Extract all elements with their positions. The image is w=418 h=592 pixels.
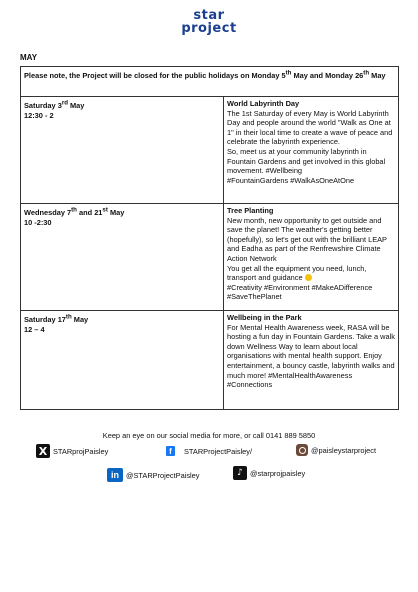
tiktok-link[interactable] xyxy=(233,466,305,480)
star-project-logo xyxy=(0,10,418,35)
facebook-link[interactable] xyxy=(166,446,252,456)
x-link[interactable] xyxy=(36,444,108,458)
event-when xyxy=(21,97,224,204)
linkedin-icon: in xyxy=(107,468,123,482)
instagram-handle: @paisleystarproject xyxy=(311,445,377,455)
event-row xyxy=(21,97,399,204)
month-heading: MAY xyxy=(20,53,38,62)
linkedin-link[interactable] xyxy=(107,468,200,482)
notice-row xyxy=(21,67,399,97)
event-date-time: Saturday 3rd May 12:30 - 2 xyxy=(24,100,85,121)
event-detail xyxy=(224,311,399,410)
event-when xyxy=(21,204,224,311)
event-row xyxy=(21,204,399,311)
event-hashtags: #Creativity #Environment #MakeADifference #SaveThePlanet xyxy=(227,282,373,302)
event-detail xyxy=(224,204,399,311)
logo-line-1: star xyxy=(193,8,225,23)
schedule-table xyxy=(20,66,399,410)
event-date-time: Saturday 17th May 12 – 4 xyxy=(24,314,89,335)
facebook-handle: STARProjectPaisley/ xyxy=(184,446,253,456)
instagram-link[interactable] xyxy=(296,444,376,456)
event-title: World Labyrinth Day xyxy=(227,99,300,108)
smile-emoji-icon xyxy=(305,274,312,281)
event-when xyxy=(21,311,224,410)
x-handle: STARprojPaisley xyxy=(53,446,109,456)
event-date-time: Wednesday 7th and 21st May 10 -2:30 xyxy=(24,207,125,228)
linkedin-handle: @STARProjectPaisley xyxy=(126,470,200,480)
contact-line: Keep an eye on our social media for more, or call 0141 889 5850 xyxy=(102,431,316,440)
logo-line-2: project xyxy=(181,21,237,36)
facebook-icon: f xyxy=(166,446,175,456)
event-title: Tree Planting xyxy=(227,206,274,215)
event-description: New month, new opportunity to get outside and save the planet! The weather's getting better (hopefully), so let's get out with the brilliant LEAP and Eadha as part of the Renfrewshire Climate Action Network You get all the equipment you need, lunch, transport and guidance xyxy=(227,215,387,283)
instagram-icon xyxy=(296,444,308,456)
event-description: For Mental Health Awareness week, RASA will be hosting a fun day in Fountain Gardens. Take a walk down Wellness Way to learn about local organisations with mental health support. Enjoy entertainment, a bouncy castle, labyrinth walks and much more! #MentalHealthAwareness #Connections xyxy=(227,322,395,390)
event-detail xyxy=(224,97,399,204)
event-row xyxy=(21,311,399,410)
closure-notice xyxy=(21,67,399,97)
tiktok-icon: ♪ xyxy=(233,466,247,480)
x-icon: X xyxy=(36,444,50,458)
event-description: The 1st Saturday of every May is World Labyrinth Day and people around the world "Walk as One at 1" in their local time to create a wave of peace and celebrate the labyrinth experience. So, meet us at your community labyrinth in Fountain Gardens and get involved in this global movement. #Wellbeing #FountainGardens #WalkAsOneAtOne xyxy=(227,108,393,185)
closure-notice-text: Please note, the Project will be closed for the public holidays on Monday 5th May and Monday 26th May xyxy=(24,70,386,81)
tiktok-handle: @starprojpaisley xyxy=(250,468,306,478)
event-title: Wellbeing in the Park xyxy=(227,313,302,322)
